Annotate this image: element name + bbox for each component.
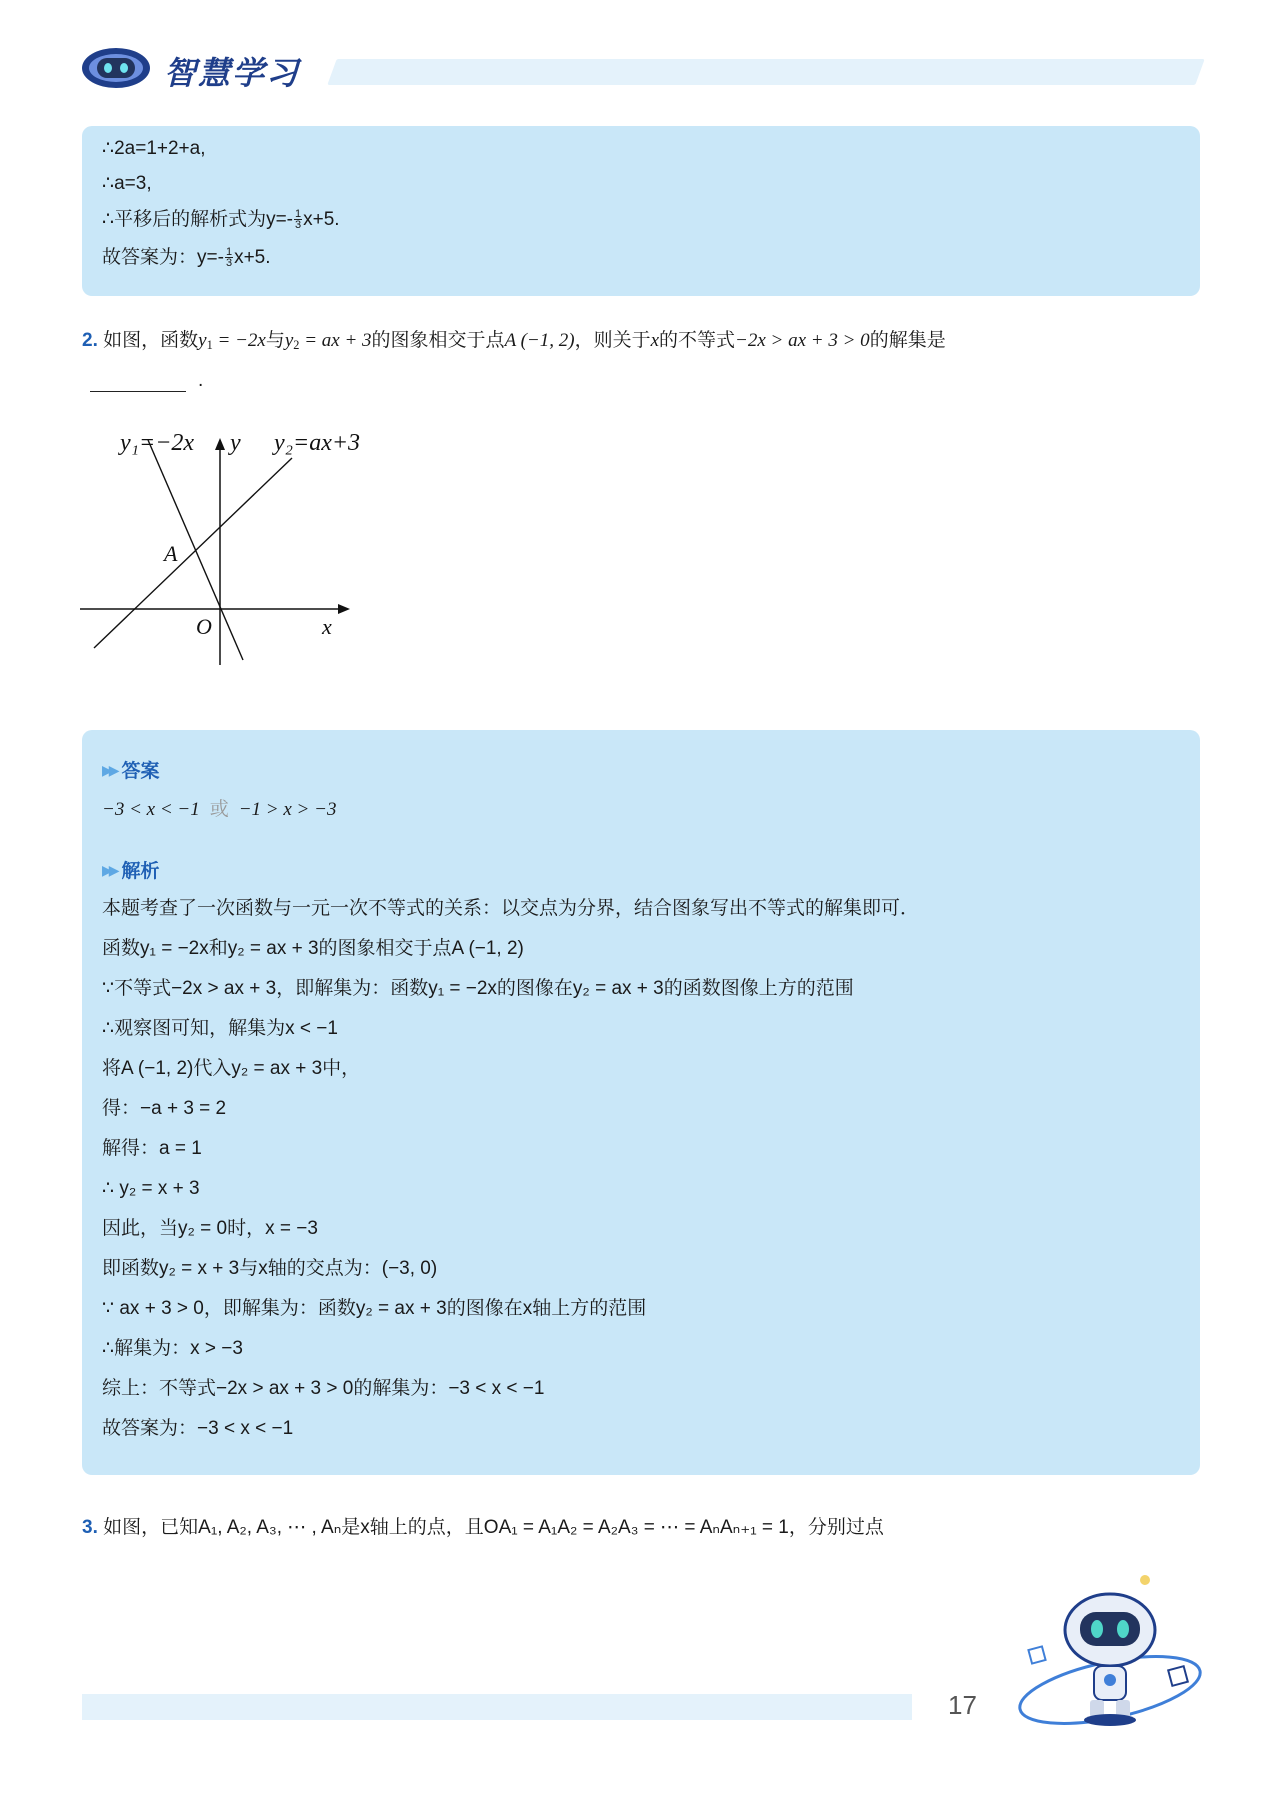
analysis-line: ∴ y₂ = x + 3 [102,1178,200,1199]
fraction: $\frac{1}{3}$ [295,208,302,232]
answer-text: −3 < x < −1 或 −1 > x > −3 [102,798,337,820]
blank-period: . [198,370,204,391]
analysis-line: 解得：a = 1 [102,1138,202,1159]
brand-title: 智慧学习 [164,54,301,92]
question-number: 3. [82,1517,98,1538]
previous-solution-card [82,126,1200,296]
label-y2: y₂=ax+3 [274,430,361,456]
analysis-line: ∴观察图可知，解集为x < −1 [102,1018,338,1039]
label-x-axis: x [322,614,332,639]
label-y1: y₁=−2x [120,430,195,456]
robot-mascot-icon [1010,1570,1210,1730]
label-point-A: A [164,541,178,566]
analysis-line: 将A (−1, 2)代入y₂ = ax + 3中， [102,1058,361,1079]
page-header [80,44,1200,94]
analysis-line: 因此，当y₂ = 0时，x = −3 [102,1218,318,1239]
analysis-line: 综上：不等式−2x > ax + 3 > 0的解集为：−3 < x < −1 [102,1378,545,1399]
answer-analysis-card [82,730,1200,1475]
analysis-line: 即函数y₂ = x + 3与x轴的交点为：(−3, 0) [102,1258,438,1279]
analysis-line: ∵不等式−2x > ax + 3，即解集为：函数y₁ = −2x的图像在y₂ = ax + 3的函数图像上方的范围 [102,978,854,999]
header-band [327,59,1204,85]
function-graph-figure [80,420,380,665]
analysis-line: ∵ ax + 3 > 0，即解集为：函数y₂ = ax + 3的图像在x轴上方的范围 [102,1298,647,1319]
answer-blank [90,391,186,392]
label-y-axis: y [230,430,241,456]
analysis-line: 本题考查了一次函数与一元一次不等式的关系：以交点为分界，结合图象写出不等式的解集即可． [102,898,920,919]
solution-line: 故答案为：y=- $\frac{1}{3}$ x+5. [102,246,271,270]
solution-line: ∴a=3, [102,173,152,194]
footer-band [82,1694,912,1720]
question-2-text: 2. 如图，函数$y_1 = -2x$与$y_2$ = ax + 3的图象相交于点A (−1, 2)，则关于x的不等式−2x > ax + 3 > 0的解集是 [82,330,946,353]
analysis-heading: ▶▶ 解析 [102,861,160,882]
analysis-line: 故答案为：−3 < x < −1 [102,1418,294,1439]
x-axis-arrow-icon [338,604,350,614]
solution-line: ∴2a=1+2+a, [102,138,206,159]
solution-line: ∴平移后的解析式为y=- $\frac{1}{3}$ x+5. [102,208,340,232]
label-origin: O [196,614,212,639]
page-number: 17 [948,1690,977,1720]
y-axis-arrow-icon [215,438,225,450]
fraction: $\frac{1}{3}$ [225,246,233,270]
line-y2 [94,458,292,648]
question-number: 2. [82,330,98,351]
analysis-line: ∴解集为：x > −3 [102,1338,243,1359]
analysis-line: 函数y₁ = −2x和y₂ = ax + 3的图象相交于点A (−1, 2) [102,938,524,959]
double-arrow-icon: ▶▶ [102,762,116,778]
double-arrow-icon: ▶▶ [102,862,116,878]
robot-logo-icon [80,46,152,90]
answer-heading: ▶▶ 答案 [102,761,160,782]
question-3-text: 3. 如图，已知A₁, A₂, A₃, ⋯ , Aₙ是x轴上的点，且OA₁ = A₁A₂ = A₂A₃ = ⋯ = AₙAₙ₊₁ = 1，分别过点 [82,1517,884,1538]
analysis-line: 得：−a + 3 = 2 [102,1098,227,1119]
